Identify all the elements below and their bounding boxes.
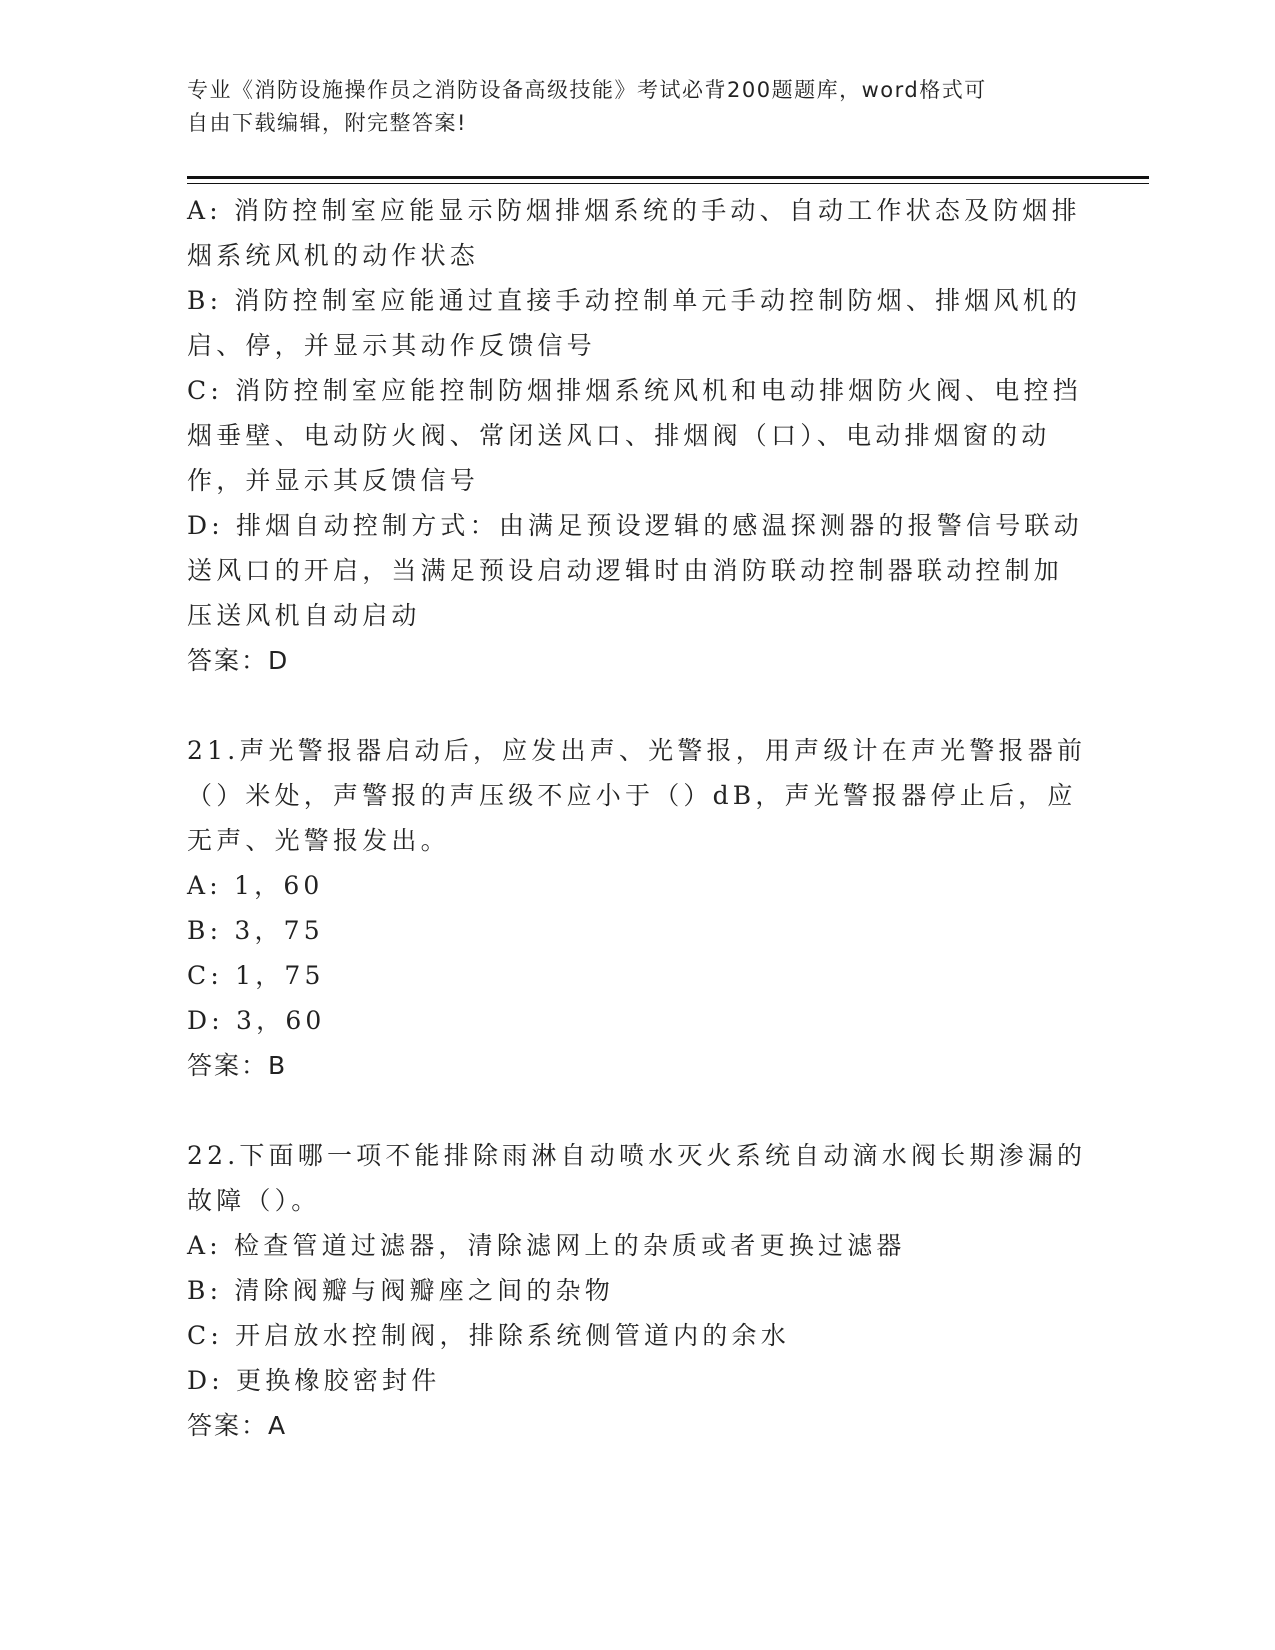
stem-line: 故障（）。 <box>187 1186 321 1215</box>
option-b <box>187 278 1082 368</box>
stem-line: 22.下面哪一项不能排除雨淋自动喷水灭火系统自动滴水阀长期渗漏的 <box>187 1141 1087 1170</box>
option-b: B: 3，75 <box>187 916 324 945</box>
option-b: B: 清除阀瓣与阀瓣座之间的杂物 <box>187 1276 614 1305</box>
header-divider-thick <box>187 176 1149 179</box>
option-c: C: 开启放水控制阀，排除系统侧管道内的余水 <box>187 1321 790 1350</box>
spacer <box>187 683 1067 728</box>
option-c: C: 1，75 <box>187 961 325 990</box>
question-stem <box>187 728 1087 863</box>
option-line: D: 排烟自动控制方式：由满足预设逻辑的感温探测器的报警信号联动 <box>187 511 1083 540</box>
option-a <box>187 188 1081 278</box>
document-body <box>187 188 1087 1448</box>
answer-line: 答案：D <box>187 646 290 675</box>
stem-line: （）米处，声警报的声压级不应小于（）dB，声光警报器停止后，应 <box>187 781 1077 810</box>
option-a: A: 检查管道过滤器，清除滤网上的杂质或者更换过滤器 <box>187 1231 906 1260</box>
option-line: C: 消防控制室应能控制防烟排烟系统风机和电动排烟防火阀、电控挡 <box>187 376 1082 405</box>
answer-line: 答案：B <box>187 1051 288 1080</box>
option-line: A: 消防控制室应能显示防烟排烟系统的手动、自动工作状态及防烟排 <box>187 196 1081 225</box>
option-d: D: 更换橡胶密封件 <box>187 1366 441 1395</box>
question-21-block <box>187 728 1087 1088</box>
option-line: 启、停，并显示其动作反馈信号 <box>187 331 596 360</box>
header-line-1: 专业《消防设施操作员之消防设备高级技能》考试必背200题题库，word格式可 <box>187 78 987 102</box>
previous-question-block <box>187 188 1083 683</box>
option-d <box>187 503 1083 638</box>
document-header <box>187 74 1067 140</box>
stem-line: 无声、光警报发出。 <box>187 826 450 855</box>
option-c <box>187 368 1082 503</box>
option-line: 作，并显示其反馈信号 <box>187 466 480 495</box>
header-line-2: 自由下载编辑，附完整答案! <box>187 111 467 135</box>
option-a: A: 1，60 <box>187 871 324 900</box>
option-line: 烟垂壁、电动防火阀、常闭送风口、排烟阀（口）、电动排烟窗的动 <box>187 421 1051 450</box>
question-22-block <box>187 1133 1087 1448</box>
option-line: 压送风机自动启动 <box>187 601 421 630</box>
question-stem <box>187 1133 1087 1223</box>
option-line: 送风口的开启，当满足预设启动逻辑时由消防联动控制器联动控制加 <box>187 556 1064 585</box>
option-line: 烟系统风机的动作状态 <box>187 241 480 270</box>
stem-line: 21.声光警报器启动后，应发出声、光警报，用声级计在声光警报器前 <box>187 736 1087 765</box>
spacer <box>187 1088 1067 1133</box>
option-d: D: 3，60 <box>187 1006 326 1035</box>
option-line: B: 消防控制室应能通过直接手动控制单元手动控制防烟、排烟风机的 <box>187 286 1082 315</box>
answer-line: 答案：A <box>187 1411 288 1440</box>
header-divider-thin <box>187 183 1149 184</box>
